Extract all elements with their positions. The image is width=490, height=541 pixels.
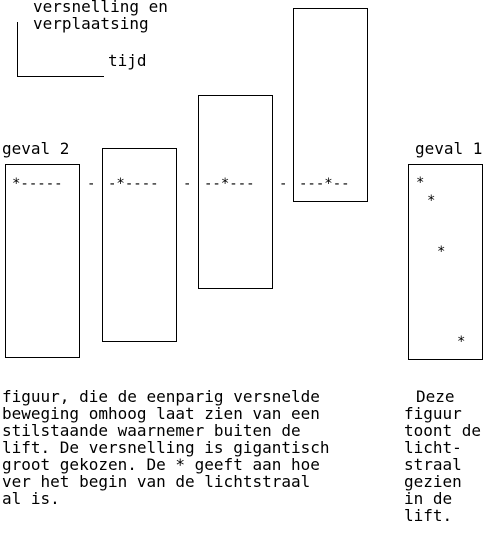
axis-y-label-line2: verplaatsing xyxy=(33,14,149,33)
caption-right-line: toont de xyxy=(404,421,482,440)
axis-vertical xyxy=(17,22,18,77)
lift-frame-case1 xyxy=(408,164,483,360)
caption-left-line: beweging omhoog laat zien van een xyxy=(2,404,320,423)
caption-left-line: al is. xyxy=(2,489,60,508)
caption-left-line: stilstaande waarnemer buiten de xyxy=(2,421,301,440)
case2-label: geval 2 xyxy=(2,139,70,158)
connector-dash-2: - xyxy=(183,176,192,192)
connector-dash-1: - xyxy=(87,176,96,192)
caption-left-line: lift. De versnelling is gigantisch xyxy=(2,438,330,457)
caption-right xyxy=(404,371,481,541)
case1-label: geval 1 xyxy=(415,139,483,158)
lift-frame-4 xyxy=(293,8,368,202)
axis-y-label-line1: versnelling en xyxy=(33,0,168,16)
caption-left-line: groot gekozen. De * geeft aan hoe xyxy=(2,455,320,474)
light-ray-marker-4: ---*-- xyxy=(299,176,350,192)
connector-dash-3: - xyxy=(279,176,288,192)
axis-x-label: tijd xyxy=(108,51,147,70)
caption-right-line: figuur xyxy=(404,404,462,423)
caption-right-line: gezien xyxy=(404,472,462,491)
light-ray-point-4: * xyxy=(457,334,466,350)
lift-frame-1 xyxy=(5,164,80,358)
lift-frame-3 xyxy=(198,95,273,289)
caption-right-line: lift. xyxy=(404,506,453,525)
light-ray-point-1: * xyxy=(416,175,425,191)
light-ray-marker-2: -*---- xyxy=(108,176,159,192)
caption-right-line: in de xyxy=(404,489,453,508)
caption-right-line: Deze xyxy=(416,387,455,406)
light-ray-point-3: * xyxy=(437,244,446,260)
caption-left xyxy=(2,371,330,524)
caption-left-line: ver het begin van de lichtstraal xyxy=(2,472,311,491)
caption-right-line: straal xyxy=(404,455,462,474)
light-ray-point-2: * xyxy=(427,193,436,209)
axis-horizontal xyxy=(17,76,104,77)
light-ray-marker-1: *----- xyxy=(12,176,63,192)
caption-right-line: licht- xyxy=(404,438,462,457)
light-ray-marker-3: --*--- xyxy=(204,176,255,192)
caption-left-line: figuur, die de eenparig versnelde xyxy=(2,387,320,406)
